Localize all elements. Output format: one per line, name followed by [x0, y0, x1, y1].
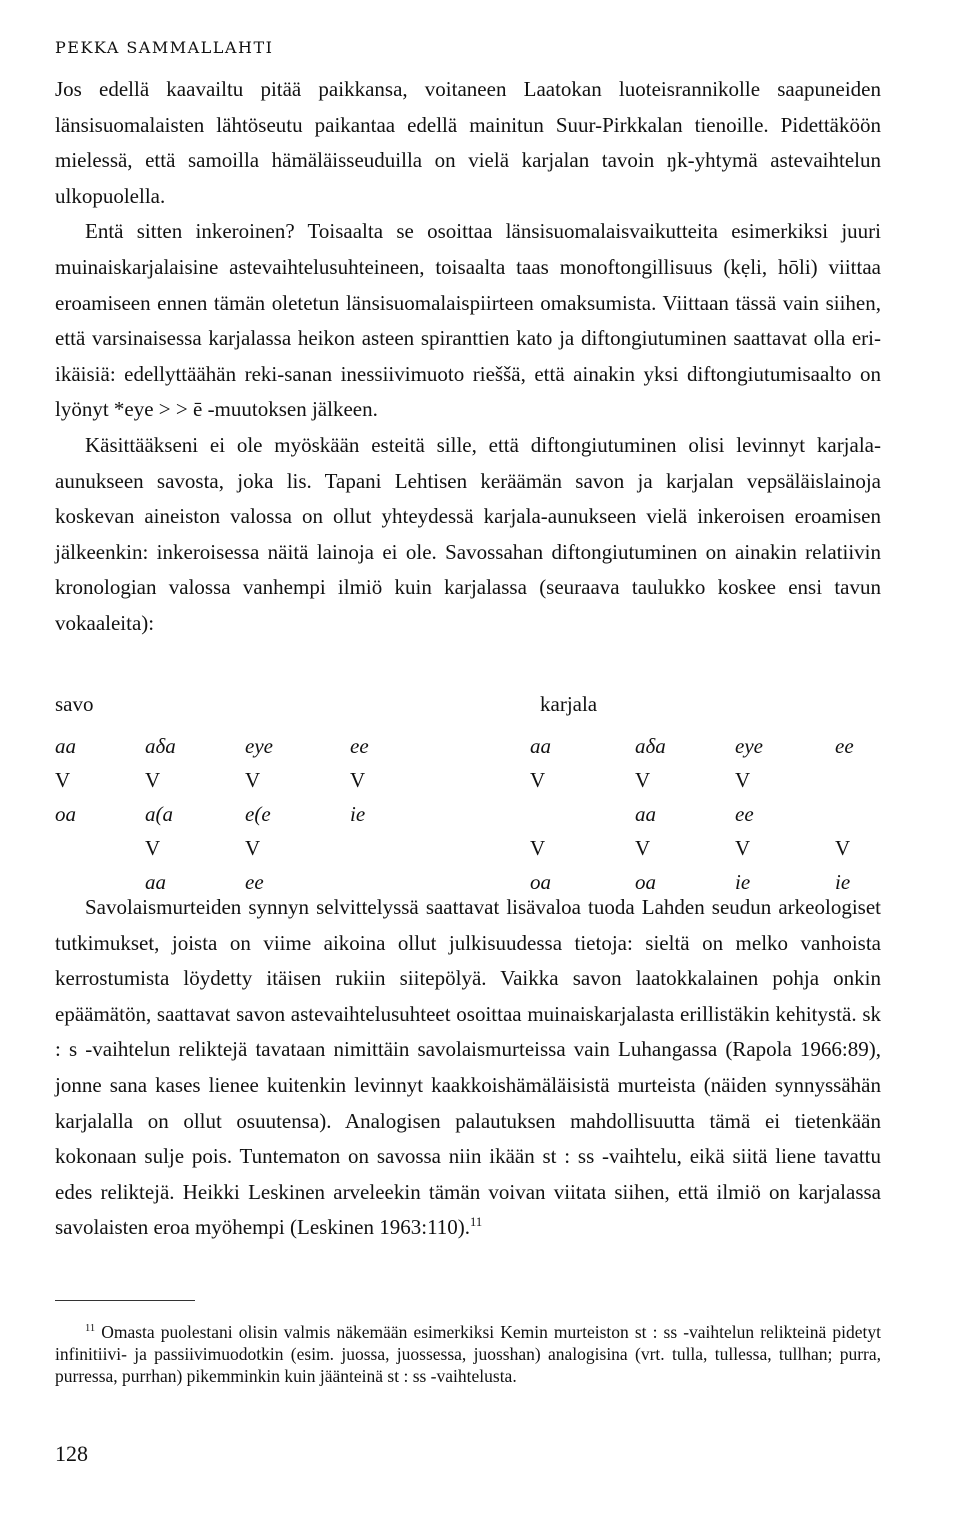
- karjala-cell: aa: [635, 802, 656, 826]
- savo-cell: V: [350, 768, 366, 792]
- karjala-cell: V: [530, 836, 546, 860]
- paragraph: Käsittääkseni ei ole myöskään esteitä sille, että diftongiutuminen olisi levinnyt karjala-aunukseen savosta, joka lis. Tapani Lehtisen keräämän savon ja karjalan vepsäläislainoja koskevan aineiston valossa on ollut yhteydessä karjala-aunukseen vielä inkeroisen eroamisen jälkeenkin: inkeroisessa näitä lainoja ei ole. Savossahan diftongiutuminen on ainakin relatiivin kronologian valossa vanhempi ilmiö kuin karjalassa (seuraava taulukko koskee ensi tavun vokaaleita):: [55, 432, 881, 635]
- running-header: PEKKA SAMMALLAHTI: [55, 38, 274, 57]
- footnote-reference: 11: [470, 1215, 483, 1230]
- table-title-karjala: karjala: [540, 692, 598, 716]
- footnote-text: Omasta puolestani olisin valmis näkemään esimerkiksi Kemin murteiston st : ss -vaihtelun relikteinä pidetyt infinitiivi- ja passiivimuodotkin (esim. juossa, juossessa, juosshan) analogisina (vrt. tulla, tullessa, tullhan; purra, purressa, purrhan) pikemminkin kuin jäänteinä st : ss -vaihtelusta.: [55, 1322, 881, 1386]
- table-title-savo: savo: [55, 692, 94, 716]
- karjala-cell: oa: [530, 870, 551, 894]
- savo-cell: e(e: [245, 802, 271, 826]
- karjala-cell: aa: [530, 734, 551, 758]
- savo-cell: aa: [145, 870, 166, 894]
- karjala-cell: oa: [635, 870, 656, 894]
- karjala-cell: ee: [835, 734, 854, 758]
- karjala-cell: V: [530, 768, 546, 792]
- savo-cell: V: [145, 836, 161, 860]
- karjala-cell: V: [835, 836, 851, 860]
- karjala-cell: ie: [735, 870, 751, 894]
- karjala-cell: V: [635, 836, 651, 860]
- savo-cell: V: [245, 836, 261, 860]
- karjala-cell: aδa: [635, 734, 666, 758]
- karjala-cell: V: [735, 768, 751, 792]
- paragraph-block-2: [55, 890, 881, 1246]
- paragraph-text: Savolaismurteiden synnyn selvittelyssä saattavat lisävaloa tuoda Lahden seudun arkeologiset tutkimukset, joista on viime aikoina ollut julkisuudessa tietoja: sieltä on melko vanhoista kerrostumista löydetty itäisen rukiin siitepölyä. Vaikka savon laatokkalainen pohja onkin epäämätön, saattavat savon astevaihtelusuhteet osoittaa muinaiskarjalasta erillistäkin kehitystä. sk : s -vaihtelun reliktejä tavataan nimittäin savolaismurteissa vain Luhangassa (Rapola 1966:89), jonne sana kases lienee kuitenkin levinnyt kaakkoishämäläisistä murteista (näiden synnyssähän karjalalla on ollut osuutensa). Analogisen palautuksen mahdollisuutta tämä ei tietenkään kokonaan sulje pois. Tuntematon on savossa niin ikään st : ss -vaihtelu, eikä siitä liene tavattu edes reliktejä. Heikki Leskinen arveleekin tämän voivan viitata siihen, että ilmiö on karjalassa savolaisten eroa myöhempi (Leskinen 1963:110).: [55, 895, 881, 1240]
- savo-cell: eye: [245, 734, 273, 758]
- paragraph: [55, 890, 881, 1246]
- paragraph-block-1: [55, 72, 881, 642]
- savo-cell: aδa: [145, 734, 176, 758]
- karjala-cell: V: [735, 836, 751, 860]
- footnote-paragraph: [55, 1321, 881, 1387]
- savo-cell: ee: [350, 734, 369, 758]
- savo-cell: oa: [55, 802, 76, 826]
- karjala-cell: eye: [735, 734, 763, 758]
- page-number: 128: [55, 1441, 88, 1466]
- paragraph: Entä sitten inkeroinen? Toisaalta se osoittaa länsisuomalaisvaikutteita esimerkiksi juuri muinaiskarjalaisine astevaihtelusuhteineen, toisaalta taas monoftongillisuus (kẹli, hōli) viittaa eroamiseen ennen tämän oletetun länsisuomalaispiirteen omaksumista. Viittaan tässä vain siihen, että varsinaisessa karjalassa heikon asteen spiranttien kato ja diftongiutuminen saattavat olla eri-ikäisiä: edellyttäähän reki-sanan inessiivimuoto rieššä, että ainakin yksi diftongiutumisaalto on lyönyt *eye > > ē -muutoksen jälkeen.: [55, 219, 881, 422]
- savo-cell: aa: [55, 734, 76, 758]
- footnote: [55, 1321, 881, 1387]
- karjala-cell: ie: [835, 870, 851, 894]
- karjala-cell: V: [635, 768, 651, 792]
- savo-cell: a(a: [145, 802, 173, 826]
- savo-cell: ie: [350, 802, 366, 826]
- savo-cell: V: [55, 768, 71, 792]
- paragraph: Jos edellä kaavailtu pitää paikkansa, voitaneen Laatokan luoteisrannikolle saapuneiden länsisuomalaisten lähtöseutu paikantaa edellä mainitun Suur-Pirkkalan tienoille. Pidettäköön mielessä, että samoilla hämäläisseuduilla on vielä karjalan tavoin ŋk-yhtymä astevaihtelun ulkopuolella.: [55, 77, 881, 208]
- karjala-cell: ee: [735, 802, 754, 826]
- savo-cell: V: [145, 768, 161, 792]
- savo-cell: ee: [245, 870, 264, 894]
- footnote-number: 11: [85, 1323, 96, 1335]
- footnote-divider: [55, 1300, 195, 1301]
- savo-cell: V: [245, 768, 261, 792]
